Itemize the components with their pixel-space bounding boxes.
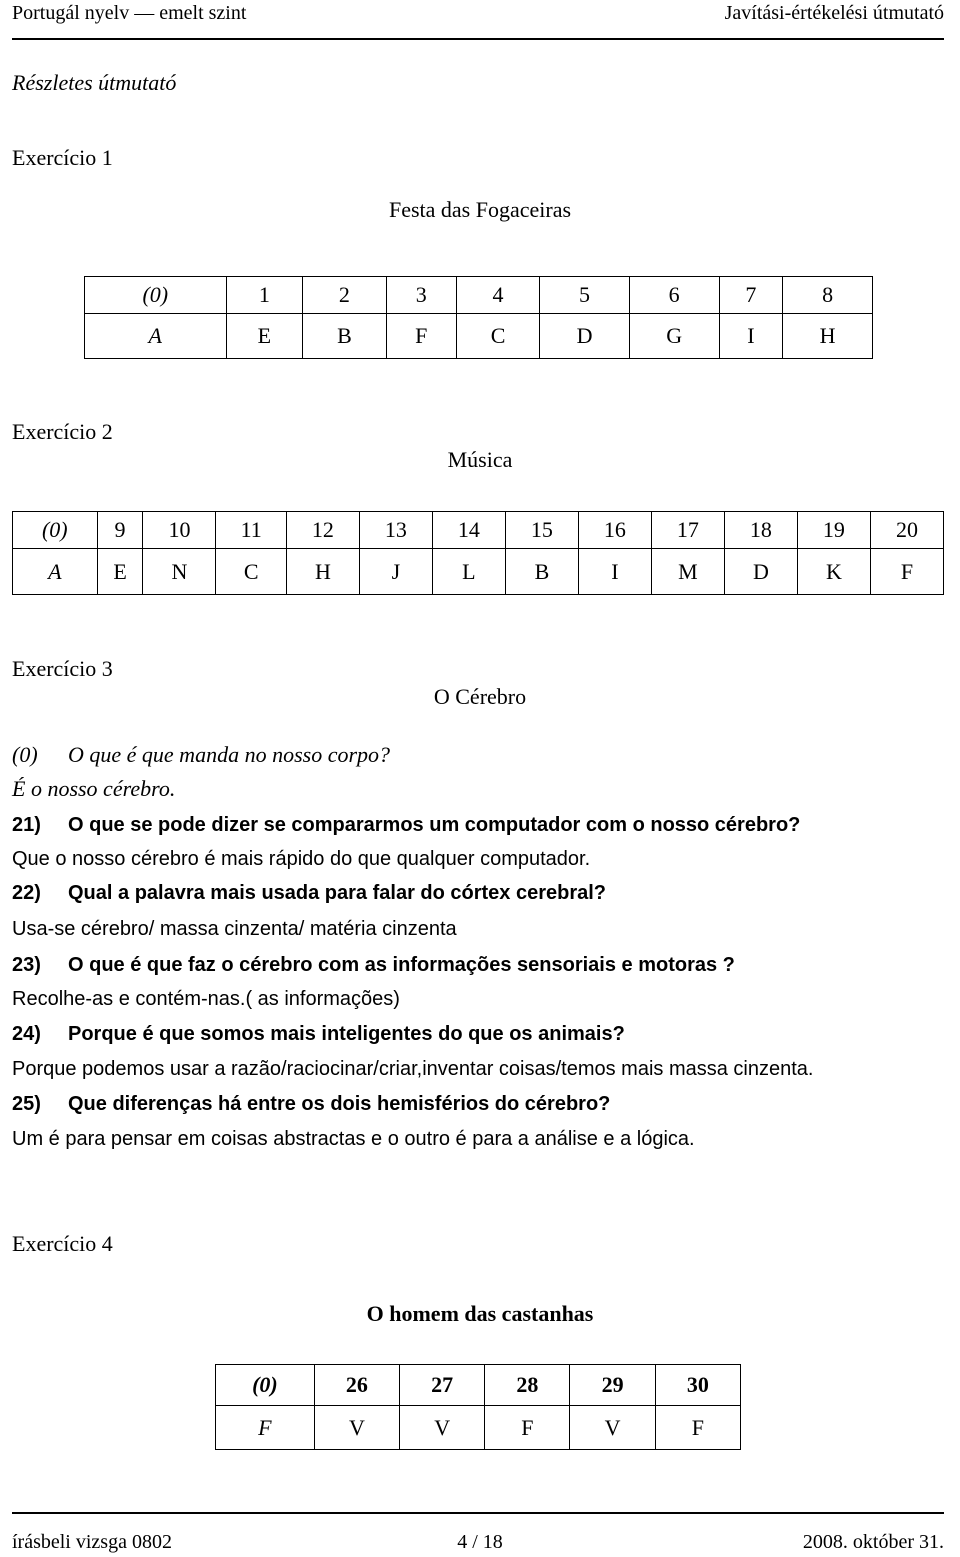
table-cell: L bbox=[432, 549, 505, 595]
table-cell: 3 bbox=[386, 277, 456, 314]
table-cell: G bbox=[629, 314, 719, 359]
table-cell: A bbox=[13, 549, 98, 595]
header-left: Portugál nyelv — emelt szint bbox=[12, 2, 247, 24]
table-cell: A bbox=[85, 314, 227, 359]
table-cell: 13 bbox=[359, 512, 432, 549]
table-cell: 10 bbox=[143, 512, 216, 549]
header-right: Javítási-értékelési útmutató bbox=[724, 2, 944, 24]
exercise-1-label: Exercício 1 bbox=[12, 145, 113, 170]
table-cell: (0) bbox=[85, 277, 227, 314]
table-cell: 15 bbox=[505, 512, 578, 549]
exercise-1-table bbox=[84, 276, 873, 359]
table-cell: 17 bbox=[651, 512, 724, 549]
table-cell: 8 bbox=[783, 277, 873, 314]
table-cell: B bbox=[505, 549, 578, 595]
question-number: 23) bbox=[12, 954, 41, 976]
table-cell: (0) bbox=[216, 1365, 315, 1406]
table-row bbox=[85, 277, 873, 314]
question-text: Que diferenças há entre os dois hemisférios do cérebro? bbox=[68, 1093, 611, 1115]
table-row bbox=[216, 1365, 741, 1406]
table-cell: K bbox=[797, 549, 870, 595]
question-number: 22) bbox=[12, 882, 41, 904]
table-cell: 29 bbox=[570, 1365, 655, 1406]
table-cell: 5 bbox=[540, 277, 630, 314]
footer-page-number: 4 / 18 bbox=[457, 1531, 503, 1553]
answer-22: Usa-se cérebro/ massa cinzenta/ matéria cinzenta bbox=[12, 918, 457, 940]
table-cell: 12 bbox=[286, 512, 359, 549]
table-cell: C bbox=[216, 549, 286, 595]
answer-24: Porque podemos usar a razão/raciocinar/criar,inventar coisas/temos mais massa cinzenta. bbox=[12, 1058, 814, 1080]
example-answer: É o nosso cérebro. bbox=[12, 776, 176, 801]
table-cell: H bbox=[783, 314, 873, 359]
question-number: 21) bbox=[12, 814, 41, 836]
section-title: Részletes útmutató bbox=[12, 70, 177, 95]
table-cell: 11 bbox=[216, 512, 286, 549]
table-cell: J bbox=[359, 549, 432, 595]
table-cell: V bbox=[314, 1406, 399, 1450]
table-row bbox=[85, 314, 873, 359]
exercise-4-table bbox=[215, 1364, 741, 1450]
exercise-1-title: Festa das Fogaceiras bbox=[388, 197, 572, 222]
answer-21: Que o nosso cérebro é mais rápido do que qualquer computador. bbox=[12, 848, 591, 870]
table-cell: M bbox=[651, 549, 724, 595]
question-text: O que é que faz o cérebro com as informações sensoriais e motoras ? bbox=[68, 954, 735, 976]
table-cell: 7 bbox=[719, 277, 783, 314]
footer-left: írásbeli vizsga 0802 bbox=[12, 1531, 172, 1553]
table-cell: F bbox=[386, 314, 456, 359]
footer-rule bbox=[12, 1512, 944, 1514]
table-cell: 30 bbox=[655, 1365, 740, 1406]
question-24 bbox=[12, 1023, 625, 1046]
table-cell: 16 bbox=[578, 512, 651, 549]
header-rule bbox=[12, 38, 944, 40]
table-cell: 14 bbox=[432, 512, 505, 549]
exercise-3-title: O Cérebro bbox=[433, 684, 527, 709]
table-cell: V bbox=[400, 1406, 485, 1450]
table-cell: F bbox=[485, 1406, 570, 1450]
table-cell: N bbox=[143, 549, 216, 595]
exercise-4-title: O homem das castanhas bbox=[366, 1301, 594, 1326]
table-cell: 2 bbox=[303, 277, 386, 314]
table-cell: I bbox=[719, 314, 783, 359]
table-cell: E bbox=[97, 549, 143, 595]
table-cell: F bbox=[870, 549, 943, 595]
table-cell: H bbox=[286, 549, 359, 595]
footer-date: 2008. október 31. bbox=[802, 1531, 944, 1553]
table-row bbox=[13, 549, 944, 595]
table-cell: 26 bbox=[314, 1365, 399, 1406]
question-number: 25) bbox=[12, 1093, 41, 1115]
table-cell: 28 bbox=[485, 1365, 570, 1406]
exercise-2-table bbox=[12, 511, 944, 595]
example-question bbox=[12, 742, 390, 768]
table-cell: B bbox=[303, 314, 386, 359]
table-row bbox=[13, 512, 944, 549]
question-25 bbox=[12, 1093, 610, 1116]
table-cell: 9 bbox=[97, 512, 143, 549]
table-cell: 18 bbox=[724, 512, 797, 549]
table-cell: 20 bbox=[870, 512, 943, 549]
table-row bbox=[216, 1406, 741, 1450]
table-cell: C bbox=[456, 314, 539, 359]
answer-25: Um é para pensar em coisas abstractas e o outro é para a análise e a lógica. bbox=[12, 1128, 695, 1150]
question-21 bbox=[12, 814, 800, 837]
example-question-number: (0) bbox=[12, 742, 38, 767]
table-cell: E bbox=[226, 314, 303, 359]
table-cell: D bbox=[540, 314, 630, 359]
example-question-text: O que é que manda no nosso corpo? bbox=[68, 742, 391, 767]
table-cell: F bbox=[655, 1406, 740, 1450]
table-cell: D bbox=[724, 549, 797, 595]
question-22 bbox=[12, 882, 606, 905]
table-cell: 19 bbox=[797, 512, 870, 549]
question-number: 24) bbox=[12, 1023, 41, 1045]
table-cell: 27 bbox=[400, 1365, 485, 1406]
table-cell: V bbox=[570, 1406, 655, 1450]
question-text: Qual a palavra mais usada para falar do córtex cerebral? bbox=[68, 882, 607, 904]
table-cell: 6 bbox=[629, 277, 719, 314]
table-cell: 1 bbox=[226, 277, 303, 314]
exercise-3-label: Exercício 3 bbox=[12, 656, 113, 681]
table-cell: F bbox=[216, 1406, 315, 1450]
question-23 bbox=[12, 954, 735, 977]
question-text: O que se pode dizer se compararmos um computador com o nosso cérebro? bbox=[68, 814, 801, 836]
answer-23: Recolhe-as e contém-nas.( as informações) bbox=[12, 988, 400, 1010]
table-cell: (0) bbox=[13, 512, 98, 549]
table-cell: 4 bbox=[456, 277, 539, 314]
exercise-2-label: Exercício 2 bbox=[12, 419, 113, 444]
table-cell: I bbox=[578, 549, 651, 595]
exercise-4-label: Exercício 4 bbox=[12, 1231, 113, 1256]
question-text: Porque é que somos mais inteligentes do que os animais? bbox=[68, 1023, 625, 1045]
exercise-2-title: Música bbox=[447, 447, 513, 472]
